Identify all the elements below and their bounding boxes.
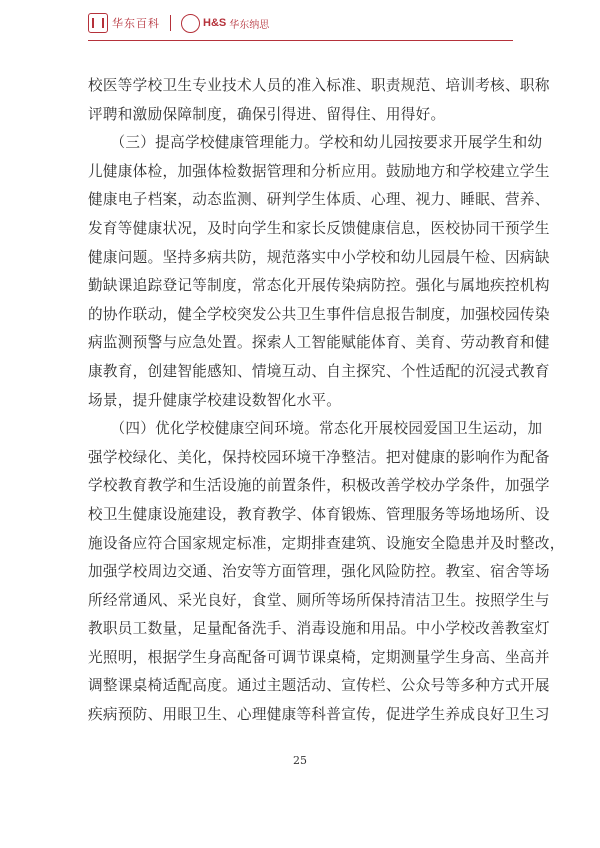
text-line: 发育等健康状况，及时向学生和家长反馈健康信息，医校协同干预学生 (88, 219, 550, 237)
text-line: 教职员工数量，足量配备洗手、消毒设施和用品。中小学校改善教室灯 (88, 620, 550, 638)
text-line: 施设备应符合国家规定标准，定期排查建筑、设施安全隐患并及时整改， (88, 534, 565, 552)
page-header (88, 10, 269, 36)
text-line: 的协作联动，健全学校突发公共卫生事件信息报告制度，加强校园传染 (88, 305, 550, 323)
text-line: 勤缺课追踪登记等制度，常态化开展传染病防控。强化与属地疾控机构 (88, 277, 550, 295)
text-line: （四）优化学校健康空间环境。常态化开展校园爱国卫生运动，加 (88, 420, 543, 438)
logo-divider (170, 15, 171, 31)
text-line: 健康电子档案，动态监测、研判学生体质、心理、视力、睡眠、营养、 (88, 191, 550, 209)
page-number: 25 (293, 754, 307, 767)
logo-right-text: 华东纳思 (229, 19, 270, 31)
text-line: 学校教育教学和生活设施的前置条件，积极改善学校办学条件，加强学 (88, 477, 550, 495)
text-line: 所经常通风、采光良好，食堂、厕所等场所保持清洁卫生。按照学生与 (88, 591, 550, 609)
text-line: 疾病预防、用眼卫生、心理健康等科普宣传，促进学生养成良好卫生习 (88, 706, 550, 724)
text-line: 强学校绿化、美化，保持校园环境干净整洁。把对健康的影响作为配备 (88, 448, 550, 466)
text-line: 评聘和激励保障制度，确保引得进、留得住、用得好。 (88, 105, 446, 123)
text-line: 光照明，根据学生身高配备可调节课桌椅，定期测量学生身高、坐高并 (88, 648, 550, 666)
text-line: 病监测预警与应急处置。探索人工智能赋能体育、美育、劳动教育和健 (88, 334, 550, 352)
text-line: （三）提高学校健康管理能力。学校和幼儿园按要求开展学生和幼 (88, 134, 543, 152)
logo-left-text: 华东百科 (112, 17, 160, 30)
text-line: 儿健康体检，加强体检数据管理和分析应用。鼓励地方和学校建立学生 (88, 162, 550, 180)
text-line: 加强学校周边交通、治安等方面管理，强化风险防控。教室、宿舍等场 (88, 563, 550, 581)
text-line: 健康问题。坚持多病共防，规范落实中小学校和幼儿园晨午检、因病缺 (88, 248, 550, 266)
text-line: 调整课桌椅适配高度。通过主题活动、宣传栏、公众号等多种方式开展 (88, 677, 550, 695)
header-rule (88, 40, 513, 41)
text-line: 校卫生健康设施建设，教育教学、体育锻炼、管理服务等场地场所、设 (88, 505, 550, 523)
seal-icon (88, 13, 108, 33)
document-body (88, 72, 565, 730)
publisher-logo-left (88, 13, 160, 33)
circle-logo-icon (181, 14, 200, 33)
publisher-logo-right (181, 14, 269, 33)
text-line: 康教育，创建智能感知、情境互动、自主探究、个性适配的沉浸式教育 (88, 362, 550, 380)
text-line: 校医等学校卫生专业技术人员的准入标准、职责规范、培训考核、职称 (88, 77, 550, 94)
text-line: 场景，提升健康学校建设数智化水平。 (88, 391, 342, 409)
logo-right-brand: H&S (203, 17, 227, 29)
